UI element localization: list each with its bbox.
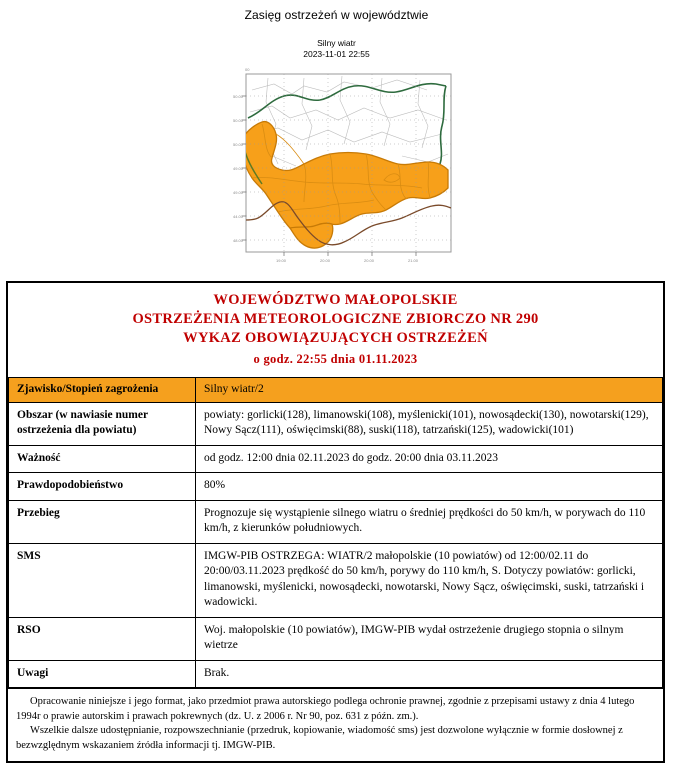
svg-text:20.00: 20.00 (320, 258, 331, 263)
table-row (9, 402, 663, 445)
row-label-phenomenon: Zjawisko/Stopień zagrożenia (9, 378, 196, 403)
title-voivodeship: WOJEWÓDZTWO MAŁOPOLSKIE (213, 292, 458, 308)
table-row (9, 543, 663, 617)
table-row (9, 500, 663, 543)
svg-text:19.00: 19.00 (276, 258, 287, 263)
map-phenomenon-label: Silny wiatr (317, 38, 356, 48)
row-label-course: Przebieg (9, 500, 196, 543)
row-value-rso: Woj. małopolskie (10 powiatów), IMGW-PIB wydał ostrzeżenie drugiego stopnia o silnym wietrze (196, 617, 663, 660)
row-label-validity: Ważność (9, 445, 196, 473)
svg-text:50.00: 50.00 (233, 94, 244, 99)
row-label-rso: RSO (9, 617, 196, 660)
row-label-probability: Prawdopodobieństwo (9, 473, 196, 501)
table-row (9, 378, 663, 403)
map-timestamp-label: 2023-11-01 22:55 (303, 49, 370, 59)
warning-coverage-map (232, 67, 453, 269)
row-label-sms: SMS (9, 543, 196, 617)
row-value-validity: od godz. 12:00 dnia 02.11.2023 do godz. 20:00 dnia 03.11.2023 (196, 445, 663, 473)
table-row (9, 473, 663, 501)
row-value-course: Prognozuje się wystąpienie silnego wiatru o średniej prędkości do 50 km/h, w porywach do 110 km/h, z kierunków południowych. (196, 500, 663, 543)
copyright-paragraph-1: Opracowanie niniejsze i jego format, jako przedmiot prawa autorskiego podlega ochronie prawnej, zgodnie z przepisami ustawy z dnia 4 lutego 1994r o prawie autorskim i prawach pokrewnych (dz. U. z 2006 r. Nr 90, poz. 631 z późn. zm.). (16, 696, 635, 722)
svg-text:20.00: 20.00 (364, 258, 375, 263)
document-title-block (8, 283, 663, 377)
table-row (9, 617, 663, 660)
row-label-area: Obszar (w nawiasie numer ostrzeżenia dla powiatu) (9, 402, 196, 445)
title-issue-time: o godz. 22:55 dnia 01.11.2023 (253, 352, 418, 366)
svg-text:50.00: 50.00 (233, 142, 244, 147)
map-heading: Zasięg ostrzeżeń w województwie (244, 8, 429, 22)
row-value-phenomenon: Silny wiatr/2 (196, 378, 663, 403)
map-svg (232, 67, 453, 269)
svg-text:49.00: 49.00 (233, 190, 244, 195)
svg-text:21.00: 21.00 (408, 258, 419, 263)
svg-text:48.00: 48.00 (233, 238, 244, 243)
warning-table-body (9, 378, 663, 688)
row-value-probability: 80% (196, 473, 663, 501)
svg-text:49.00: 49.00 (233, 166, 244, 171)
copyright-paragraph-2: Wszelkie dalsze udostępnianie, rozpowszechnianie (przedruk, kopiowanie, wiadomość sms) jest dozwolone wyłącznie w formie dosłownej z bezwzględnym wskazaniem źródła informacji tj. IMGW-PIB. (16, 725, 623, 751)
svg-text:44.00: 44.00 (233, 214, 244, 219)
svg-text:00: 00 (245, 67, 250, 72)
row-value-area: powiaty: gorlicki(128), limanowski(108), myślenicki(101), nowosądecki(130), nowotarski(129), Nowy Sącz(111), oświęcimski(88), suski(118), tatrzański(125), wadowicki(101) (196, 402, 663, 445)
title-list-of-warnings: WYKAZ OBOWIĄZUJĄCYCH OSTRZEŻEŃ (183, 330, 488, 346)
table-row (9, 660, 663, 688)
row-label-remarks: Uwagi (9, 660, 196, 688)
title-warning-number: OSTRZEŻENIA METEOROLOGICZNE ZBIORCZO NR 290 (132, 311, 539, 327)
map-subtitle (0, 38, 673, 60)
copyright-footer (8, 688, 663, 761)
svg-text:50.00: 50.00 (233, 118, 244, 123)
map-panel (0, 0, 673, 278)
table-row (9, 445, 663, 473)
warning-details-table (8, 377, 663, 688)
row-value-remarks: Brak. (196, 660, 663, 688)
warning-document (6, 281, 665, 763)
row-value-sms: IMGW-PIB OSTRZEGA: WIATR/2 małopolskie (10 powiatów) od 12:00/02.11 do 20:00/03.11.2023 prędkość do 50 km/h, porywy do 110 km/h, S. Dotyczy powiatów: gorlicki, limanowski, myślenicki, nowosądecki, nowotarski, Nowy Sącz, oświęcimski, suski, tatrzański i wadowicki. (196, 543, 663, 617)
